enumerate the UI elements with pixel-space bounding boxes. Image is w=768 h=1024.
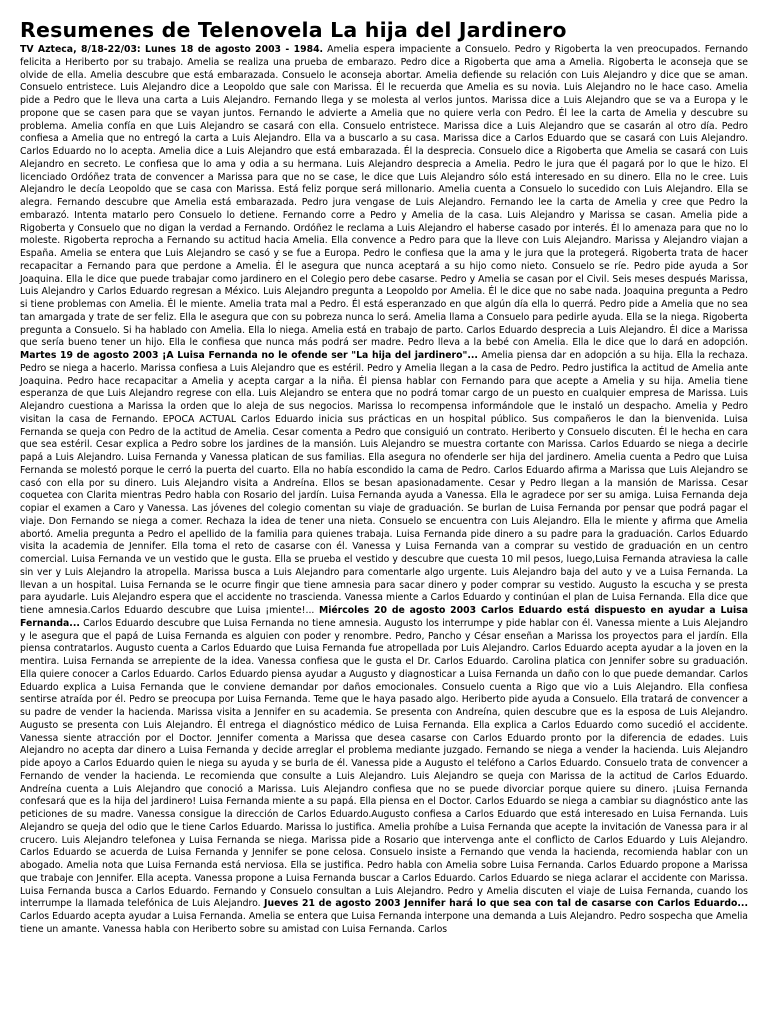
summary-text-wednesday: Carlos Eduardo descubre que Luisa Fernanda no tiene amnesia. Augusto los interrumpe y pide hablar con él. Vanessa miente a Luis Alejandro y le asegura que el papá de Luisa Fernanda es alguien con poder y renombre. Pedro, Pancho y César enseñan a Marissa los proyectos para el jardín. Ella piensa contratarlos. Augusto cuenta a Carlos Eduardo que Luisa Fernanda fue atropellada por Luis Alejandro. Carlos Eduardo acepta ayudar a la joven en la mentira. Luisa Fernanda se arrepiente de la idea. Vanessa confiesa que le gusta el Dr. Carlos Eduardo. Carolina platica con Jennifer sobre su graduación. Ella quiere conocer a Carlos Eduardo. Carlos Eduardo piensa ayudar a Augusto y diagnosticar a Luisa Fernanda un daño con lo que puede demandar. Carlos Eduardo explica a Luisa Fernanda que le conviene demandar por daños emocionales. Consuelo cuenta a Rigo que vio a Luis Alejandro. Ella confiesa sentirse atraída por él. Pedro se preocupa por Luisa Fernanda. Teme que le haya pasado algo. Heriberto pide ayuda a Consuelo. Ella tratará de convencer a su padre de vender la hacienda. Marissa visita a Jennifer en su academia. Se presenta con Andreína, quien descubre que es la esposa de Luis Alejandro. Augusto se presenta con Luis Alejandro. Él entrega el diagnóstico médico de Luisa Fernanda. Ella explica a Carlos Eduardo como sucedió el accidente. Vanessa siente atracción por el Doctor. Jennifer comenta a Marissa que desea casarse con Carlos Eduardo pronto por la diferencia de edades. Luis Alejandro no acepta dar dinero a Luisa Fernanda y decide arreglar el problema mediante juzgado. Fernando se niega a vender la hacienda. Luis Alejandro pide apoyo a Carlos Eduardo quien le niega su ayuda y se burla de él. Vanessa pide a Augusto el teléfono a Carlos Eduardo. Consuelo trata de convencer a Fernando de vender la hacienda. Le recomienda que consulte a Luis Alejandro. Luis Alejandro se queja con Marissa de la actitud de Carlos Eduardo. Andreína cuenta a Luis Alejandro que conoció a Marissa. Luis Alejandro confiesa que no se puede divorciar porque quiere su dinero. ¡Luisa Fernanda confesará que es la hija del jardinero! Luisa Fernanda miente a su papá. Ella piensa en el Doctor. Carlos Eduardo se niega a cambiar su diagnóstico ante las peticiones de su madre. Vanessa consigue la dirección de Carlos Eduardo.Augusto confiesa a Carlos Eduardo que está interesado en Luisa Fernanda. Luis Alejandro se queja del odio que le tiene Carlos Eduardo. Marissa lo justifica. Amelia prohíbe a Luisa Fernanda que acepte la invitación de Vanessa para ir al crucero. Luis Alejandro telefonea y Luisa Fernanda se niega. Marissa pide a Rosario que intervenga ante el conflicto de Carlos Eduardo y Luis Alejandro. Carlos Eduardo se acuerda de Luisa Fernanda y Jennifer se pone celosa. Consuelo insiste a Fernando que venda la hacienda, recomienda hablar con un abogado. Amelia nota que Luisa Fernanda está nerviosa. Ella se justifica. Pedro habla con Amelia sobre Luisa Fernanda. Carlos Eduardo propone a Marissa que trabaje con Jennifer. Ella acepta. Vanessa propone a Luisa Fernanda buscar a Carlos Eduardo. Carlos Eduardo se niega aclarar el accidente con Marissa. Luisa Fernanda busca a Carlos Eduardo. Fernando y Consuelo consultan a Luis Alejandro. Pedro y Amelia discuten el viaje de Luisa Fernanda, cuando los interrumpe la llamada telefónica de Luis Alejandro. xyxy=(20,617,748,910)
summary-text-tuesday: Amelia piensa dar en adopción a su hija. Ella la rechaza. Pedro se niega a hacerlo. Marissa confiesa a Luis Alejandro que es estéril. Pedro y Amelia llegan a la casa de Pedro. Pedro justifica la actitud de Amelia ante Joaquina. Pedro hace recapacitar a Amelia y acepta cargar a la niña. Él piensa hablar con Fernando para que acepte a Amelia y su hija. Amelia tiene esperanza de que Luis Alejandro regrese con ella. Luis Alejandro se entera que no podrá tomar cargo de un puesto en cualquier empresa de Marissa. Luis Alejandro cuestiona a Marissa la orden que lo aleja de sus negocios. Marissa lo recompensa informándole que le instaló un despacho. Amelia y Pedro visitan la casa de Fernando. EPOCA ACTUAL Carlos Eduardo inicia sus prácticas en un hospital público. Sus compañeros le dan la bienvenida. Luisa Fernanda se queja con Pedro de la actitud de Amelia. Cesar comenta a Pedro que consiguió un contrato. Heriberto y Consuelo discuten. Él le hecha en cara que sea estéril. Cesar explica a Pedro sobre los jardines de la mansión. Luis Alejandro se muestra cortante con Marissa. Carlos Eduardo se niega a decirle papá a Luis Alejandro. Luisa Fernanda y Vanessa platican de sus familias. Ella asegura no ofenderle ser hija del jardinero. Amelia cuenta a Pedro que Luisa Fernanda se molestó porque le cerró la puerta del cuarto. Ella no había escondido la cama de Pedro. Carlos Eduardo afirma a Marissa que Luis Alejandro se casó con ella por su dinero. Luis Alejandro visita a Andreína. Ellos se besan apasionadamente. Cesar y Pedro llegan a la mansión de Marissa. Cesar coquetea con Clarita mientras Pedro habla con Rosario del jardín. Luisa Fernanda ayuda a Vanessa. Ella le agradece por ser su amiga. Luisa Fernanda deja copiar el examen a Caro y Vanessa. Las jóvenes del colegio comentan su viaje de graduación. Se burlan de Luisa Fernanda por pensar que podrá pagar el viaje. Don Fernando se niega a comer. Rechaza la idea de tener una nieta. Consuelo se encuentra con Luis Alejandro. Ella le miente y afirma que Amelia abortó. Amelia pregunta a Pedro el apellido de la familia para quienes trabaja. Luisa Fernanda pide dinero a su padre para la graduación. Carlos Eduardo visita la academia de Jennifer. Ella toma el reto de casarse con él. Vanessa y Luisa Fernanda van a comprar su vestido de graduación en un centro comercial. Luisa Fernanda ve un vestido que le gusta. Ella se prueba el vestido y descubre que cuesta 10 mil pesos, luego,Luisa Fernanda atraviesa la calle sin ver y Luis Alejandro la atropella. Marissa busca a Luis Alejandro para comentarle algo urgente. Luis Alejandro baja del auto y ve a Luisa Fernanda. La llevan a un hospital. Luisa Fernanda se le ocurre fingir que tiene amnesia para sacar dinero y poder comprar su vestido. Augusto la escucha y se presta para ayudarle. Luis Alejandro espera que el accidente no trascienda. Vanessa miente a Carlos Eduardo y continúan el plan de Luisa Fernanda. Ella dice que tiene amnesia.Carlos Eduardo descubre que Luisa ¡miente!... xyxy=(20,350,748,616)
summary-text-monday: Amelia espera impaciente a Consuelo. Pedro y Rigoberta la ven preocupados. Fernando felicita a Heriberto por su trabajo. Amelia se realiza una prueba de embarazo. Pedro dice a Rigoberta que ama a Amelia. Rigoberta le aconseja que se olvide de ella. Amelia descubre que está embarazada. Consuelo le aconseja abortar. Amelia defiende su relación con Luis Alejandro y dice que se aman. Consuelo entristece. Luis Alejandro dice a Leopoldo que sale con Marissa. Él le recuerda que Amelia es su novia. Luis Alejandro no le hace caso. Amelia pide a Pedro que le lleva una carta a Luis Alejandro. Fernando llega y se molesta al verlos juntos. Marissa dice a Luis Alejandro que se va a Europa y le propone que se casen para que se vayan juntos. Fernando le advierte a Amelia que no quiere verla con Pedro. Él lee la carta de Amelia y descubre su problema. Amelia confía en que Luis Alejandro se casará con ella. Consuelo entristece. Marissa dice a Luis Alejandro que se casarán al otro día. Pedro confiesa a Amelia que no entregó la carta a Luis Alejandro. Ella va a buscarlo a su casa. Marissa dice a Carlos Eduardo que se casará con Luis Alejandro. Carlos Eduardo no lo acepta. Amelia dice a Luis Alejandro que está embarazada. Él la desprecia. Consuelo dice a Rigoberta que Amelia se casará con Luis Alejandro en secreto. Le confiesa que lo ama y odia a su hermana. Luis Alejandro desprecia a Amelia. Pedro le jura que él pagará por lo que le hizo. El licenciado Ordóñez trata de convencer a Marissa para que no se case, le dice que Luis Alejandro sólo está interesado en su dinero. Ella no le cree. Luis Alejandro le decía Leopoldo que se casa con Marissa. Está feliz porque será millonario. Amelia cuenta a Consuelo lo sucedido con Luis Alejandro. Ella se alegra. Fernando descubre que Amelia está embarazada. Pedro jura vengase de Luis Alejandro. Fernando lee la carta de Amelia y cree que Pedro la embarazó. Intenta matarlo pero Consuelo lo detiene. Fernando corre a Pedro y Amelia de la casa. Luis Alejandro y Marissa se casan. Amelia pide a Rigoberta y Consuelo que no digan la verdad a Fernando. Ordóñez le reclama a Luis Alejandro el haberse casado por interés. Él lo amenaza para que no lo moleste. Rigoberta reprocha a Fernando su actitud hacia Amelia. Ella convence a Pedro para que la lleve con Luis Alejandro. Marissa y Alejandro viajan a España. Amelia se entera que Luis Alejandro se casó y se fue a Europa. Pedro le confiesa que la ama y le jura que la protegerá. Rigoberta trata de hacer recapacitar a Fernando para que perdone a Amelia. Él le asegura que nunca aceptará a su hijo como nieto. Consuelo se ríe. Pedro pide ayuda a Sor Joaquina. Ella le dice que puede trabajar como jardinero en el Colegio pero debe casarse. Pedro y Amelia se casan por el Civil. Seis meses después Marissa, Luis Alejandro y Carlos Eduardo regresan a México. Luis Alejandro pregunta a Leopoldo por Amelia. Él le dice que no sabe nada. Joaquina pregunta a Pedro si tiene problemas con Amelia. Él le miente. Amelia trata mal a Pedro. Él está esperanzado en que algún día ella lo querrá. Pedro pide a Amelia que no sea tan amargada y trate de ser feliz. Ella le asegura que con su pobreza nunca lo será. Amelia llama a Consuelo para pedirle ayuda. Ella se la niega. Rigoberta pregunta a Consuelo. Si ha hablado con Amelia. Ella lo niega. Amelia está en trabajo de parto. Carlos Eduardo desprecia a Luis Alejandro. Él dice a Marissa que sería bueno tener un hijo. Ella le confiesa que nunca más podrá ser madre. Pedro lleva a la bebé con Amelia. Ella le dice que lo dará en adopción. xyxy=(20,44,748,349)
day-heading-thursday: Jueves 21 de agosto 2003 Jennifer hará lo que sea con tal de casarse con Carlos Eduardo... xyxy=(264,898,748,910)
summary-text-thursday: Carlos Eduardo acepta ayudar a Luisa Fernanda. Amelia se entera que Luisa Fernanda interpone una demanda a Luis Alejandro. Pedro sospecha que Amelia tiene un amante. Vanessa habla con Heriberto sobre su amistad con Luisa Fernanda. Carlos xyxy=(20,911,748,935)
document-title: Resumenes de Telenovela La hija del Jardinero xyxy=(20,18,567,42)
day-heading-monday: TV Azteca, 8/18-22/03: Lunes 18 de agosto 2003 - 1984. xyxy=(20,44,324,55)
day-heading-wednesday: Miércoles 20 de agosto 2003 Carlos Eduardo está dispuesto en ayudar a Luisa Fernanda... xyxy=(20,605,748,629)
summary-body xyxy=(20,44,748,937)
day-heading-tuesday: Martes 19 de agosto 2003 ¡A Luisa Fernanda no le ofende ser "La hija del jardinero"... xyxy=(20,350,478,361)
